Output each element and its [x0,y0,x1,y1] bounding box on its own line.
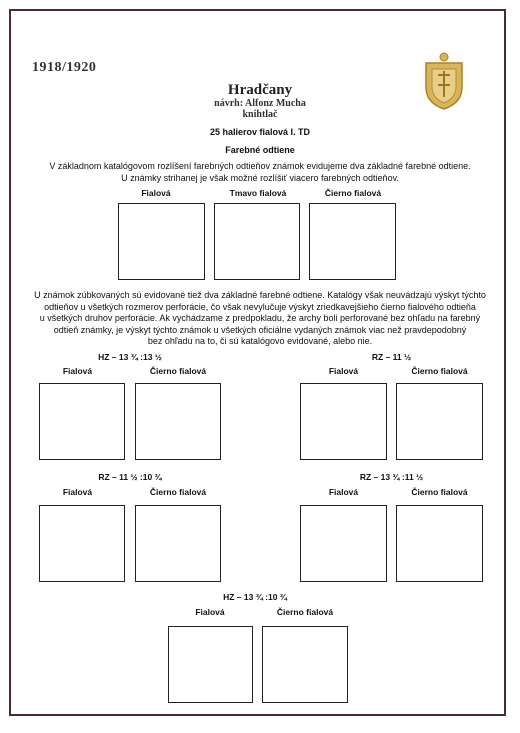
paragraph-line: odtieňov u všetkých rozmerov perforácie, čo však nevylučuje výskyt zriedkavejšieho čierno fialového odtieňa [44,301,476,312]
perf-label: Čierno fialová [411,366,468,376]
section-title: Farebné odtiene [225,145,295,155]
perf-label: Fialová [195,607,225,617]
imperf-label-tmavo-fialova: Tmavo fialová [229,188,287,198]
stamp-slot [118,203,205,280]
stamp-slot [135,383,221,460]
print-method: knihtlač [242,109,278,120]
paragraph-line: odtieň známky, je výskyt týchto známok u všetkých oficiálne vydaných známok viac než pravdepodobný [53,324,467,335]
imperf-label-cierno-fialova: Čierno fialová [324,188,382,198]
stamp-slot [39,383,125,460]
paragraph-line: U známok zúbkovaných sú evidované tiež dva základné farebné odtiene. Katalógy však neuvádzajú výskyt týchto [34,290,486,300]
stamp-slot [300,383,387,460]
stamp-slot [135,505,221,582]
stamp-slot [262,626,348,703]
perf-label: Fialová [62,366,93,376]
year-label: 1918/1920 [32,60,97,75]
imperf-label-fialova: Fialová [141,188,171,198]
perf-label: Čierno fialová [149,487,207,497]
stamp-name: 25 halierov fialová I. TD [209,127,311,137]
perf-group-title: RZ – 13 ¾ :11 ½ [359,472,424,482]
perf-group-title: RZ – 11 ½ :10 ¾ [98,472,162,482]
paragraph-line: u všetkých druhov perforácie. Ak vychádzame z predpokladu, že archy boli perforované bez ohľadu na farebný [39,313,481,323]
perf-label: Fialová [328,487,359,497]
perf-group-title: HZ – 13 ¾ :10 ¾ [223,592,287,602]
paragraph-line: bez ohľadu na to, či sú katalógovo evidované, alebo nie. [147,336,373,346]
perf-label: Čierno fialová [276,607,334,617]
intro-line: U známky strihanej je však možné rozlíšiť viacero farebných odtieňov. [121,173,399,183]
intro-text [30,160,490,184]
stamp-slot [396,383,483,460]
perf-label: Čierno fialová [149,366,207,376]
perf-label: Fialová [62,487,93,497]
stamp-slot [39,505,125,582]
perf-label: Fialová [328,366,359,376]
album-title: Hradčany [227,82,293,98]
design-credit: návrh: Alfonz Mucha [214,98,306,109]
perforation-paragraph [22,290,498,348]
stamp-slot [168,626,253,703]
stamp-slot [300,505,387,582]
stamp-slot [309,203,396,280]
stamp-slot [214,203,300,280]
perf-group-title: HZ – 13 ¾ :13 ½ [98,352,162,362]
perf-group-title: RZ – 11 ½ [371,352,412,362]
perf-label: Čierno fialová [411,487,468,497]
intro-line: V základnom katalógovom rozlíšení farebných odtieňov známok evidujeme dva základné farebné odtiene. [49,161,471,171]
stamp-slot [396,505,483,582]
